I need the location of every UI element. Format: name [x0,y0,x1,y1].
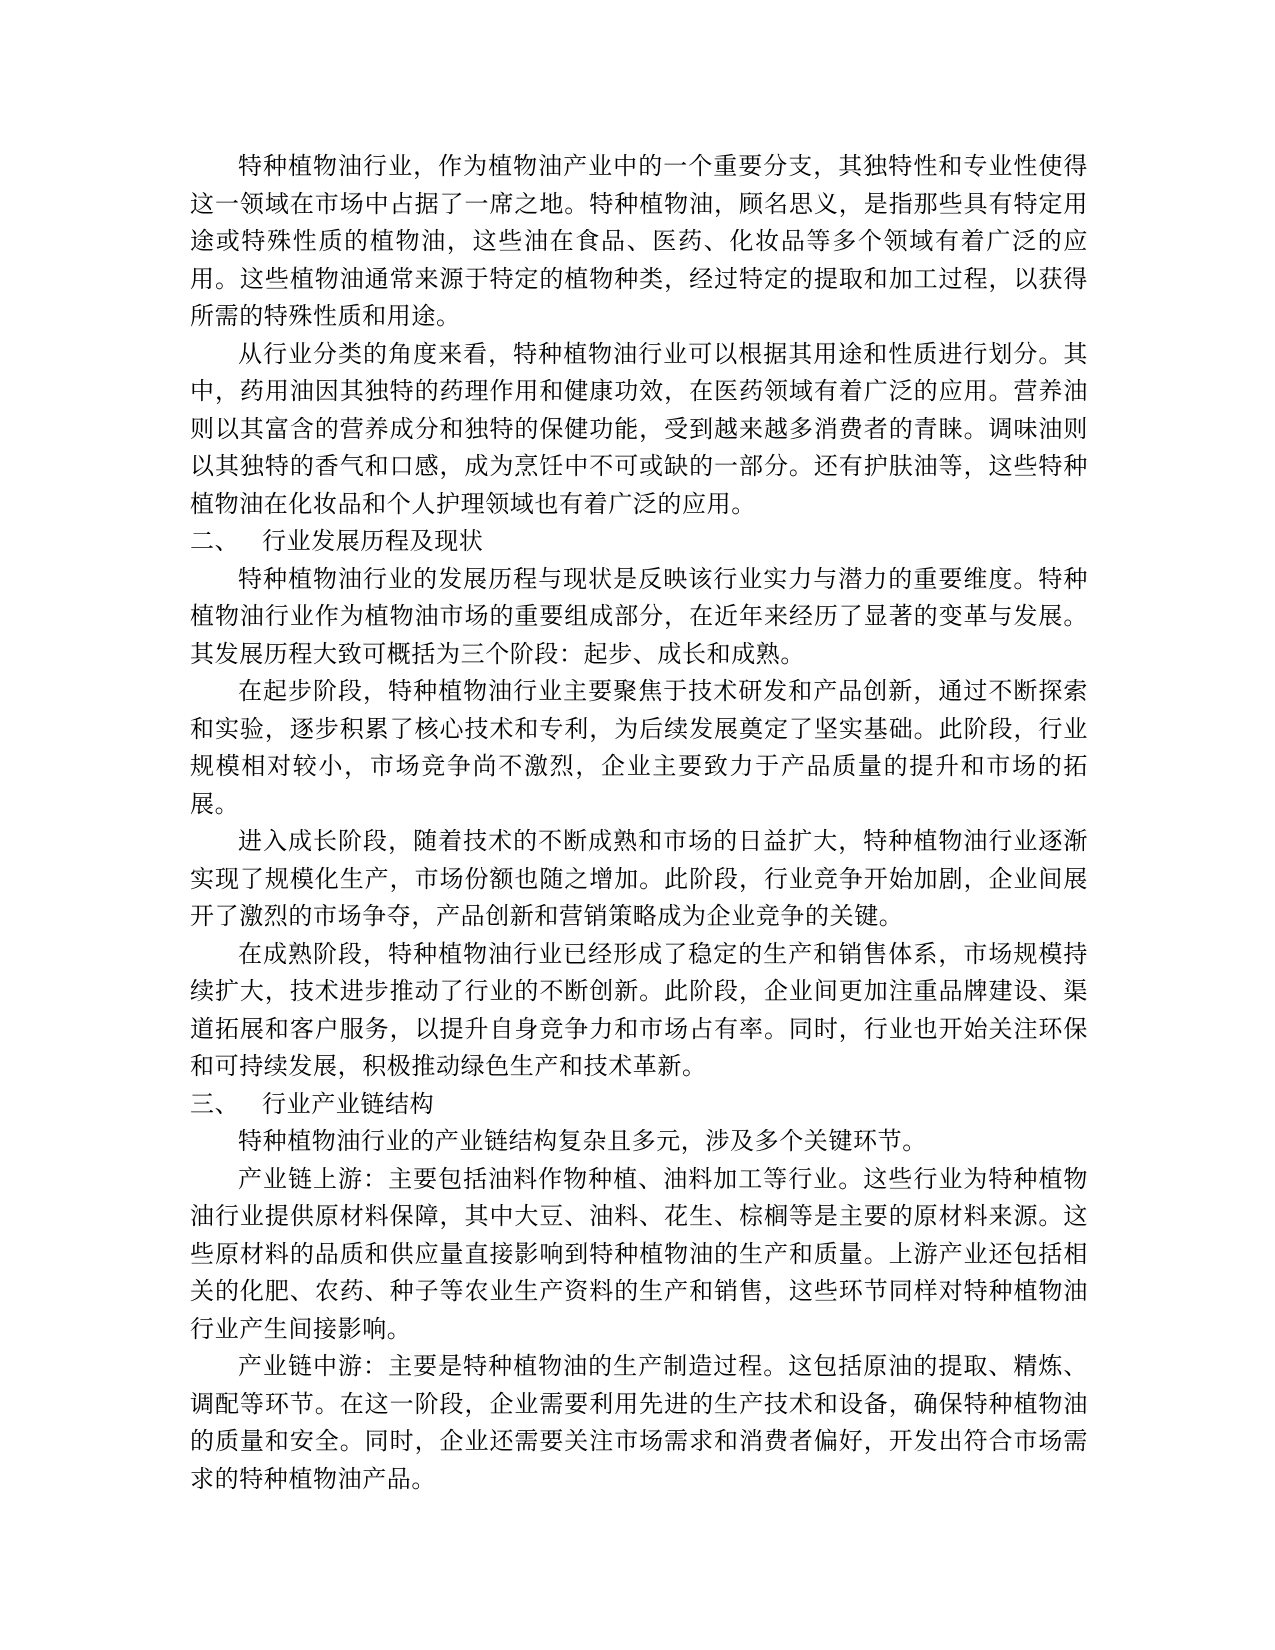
section-title: 行业产业链结构 [262,1089,435,1118]
paragraph-mature-stage: 在成熟阶段，特种植物油行业已经形成了稳定的生产和销售体系，市场规模持续扩大，技术进步推动了行业的不断创新。此阶段，企业间更加注重品牌建设、渠道拓展和客户服务，以提升自身竞争力和市场占有率。同时，行业也开始关注环保和可持续发展，积极推动绿色生产和技术革新。 [190,939,1088,1080]
paragraph-classification: 从行业分类的角度来看，特种植物油行业可以根据其用途和性质进行划分。其中，药用油因其独特的药理作用和健康功效，在医药领域有着广泛的应用。营养油则以其富含的营养成分和独特的保健功能，受到越来越多消费者的青睐。调味油则以其独特的香气和口感，成为烹饪中不可或缺的一部分。还有护肤油等，这些特种植物油在化妆品和个人护理领域也有着广泛的应用。 [190,339,1088,518]
paragraph-development-overview: 特种植物油行业的发展历程与现状是反映该行业实力与潜力的重要维度。特种植物油行业作为植物油市场的重要组成部分，在近年来经历了显著的变革与发展。其发展历程大致可概括为三个阶段：起步、成长和成熟。 [190,564,1088,668]
section-number: 三、 [190,1089,240,1118]
paragraph-growth-stage: 进入成长阶段，随着技术的不断成熟和市场的日益扩大，特种植物油行业逐渐实现了规模化生产，市场份额也随之增加。此阶段，行业竞争开始加剧，企业间展开了激烈的市场争夺，产品创新和营销策略成为企业竞争的关键。 [190,827,1088,930]
section-number: 二、 [190,527,240,555]
paragraph-midstream: 产业链中游：主要是特种植物油的生产制造过程。这包括原油的提取、精炼、调配等环节。在这一阶段，企业需要利用先进的生产技术和设备，确保特种植物油的质量和安全。同时，企业还需要关注市场需求和消费者偏好，开发出符合市场需求的特种植物油产品。 [190,1352,1088,1493]
section-heading-development [190,523,1088,561]
section-heading-industry-chain [190,1086,1088,1124]
paragraph-startup-stage: 在起步阶段，特种植物油行业主要聚焦于技术研发和产品创新，通过不断探索和实验，逐步积累了核心技术和专利，为后续发展奠定了坚实基础。此阶段，行业规模相对较小，市场竞争尚不激烈，企业主要致力于产品质量的提升和市场的拓展。 [190,677,1088,818]
paragraph-upstream: 产业链上游：主要包括油料作物种植、油料加工等行业。这些行业为特种植物油行业提供原材料保障，其中大豆、油料、花生、棕榈等是主要的原材料来源。这些原材料的品质和供应量直接影响到特种植物油的生产和质量。上游产业还包括相关的化肥、农药、种子等农业生产资料的生产和销售，这些环节同样对特种植物油行业产生间接影响。 [190,1164,1088,1343]
paragraph-chain-overview: 特种植物油行业的产业链结构复杂且多元，涉及多个关键环节。 [238,1127,927,1155]
paragraph-intro: 特种植物油行业，作为植物油产业中的一个重要分支，其独特性和专业性使得这一领域在市场中占据了一席之地。特种植物油，顾名思义，是指那些具有特定用途或特殊性质的植物油，这些油在食品、医药、化妆品等多个领域有着广泛的应用。这些植物油通常来源于特定的植物种类，经过特定的提取和加工过程，以获得所需的特殊性质和用途。 [190,152,1088,330]
document-page [190,148,1088,1498]
section-title: 行业发展历程及现状 [262,527,484,555]
